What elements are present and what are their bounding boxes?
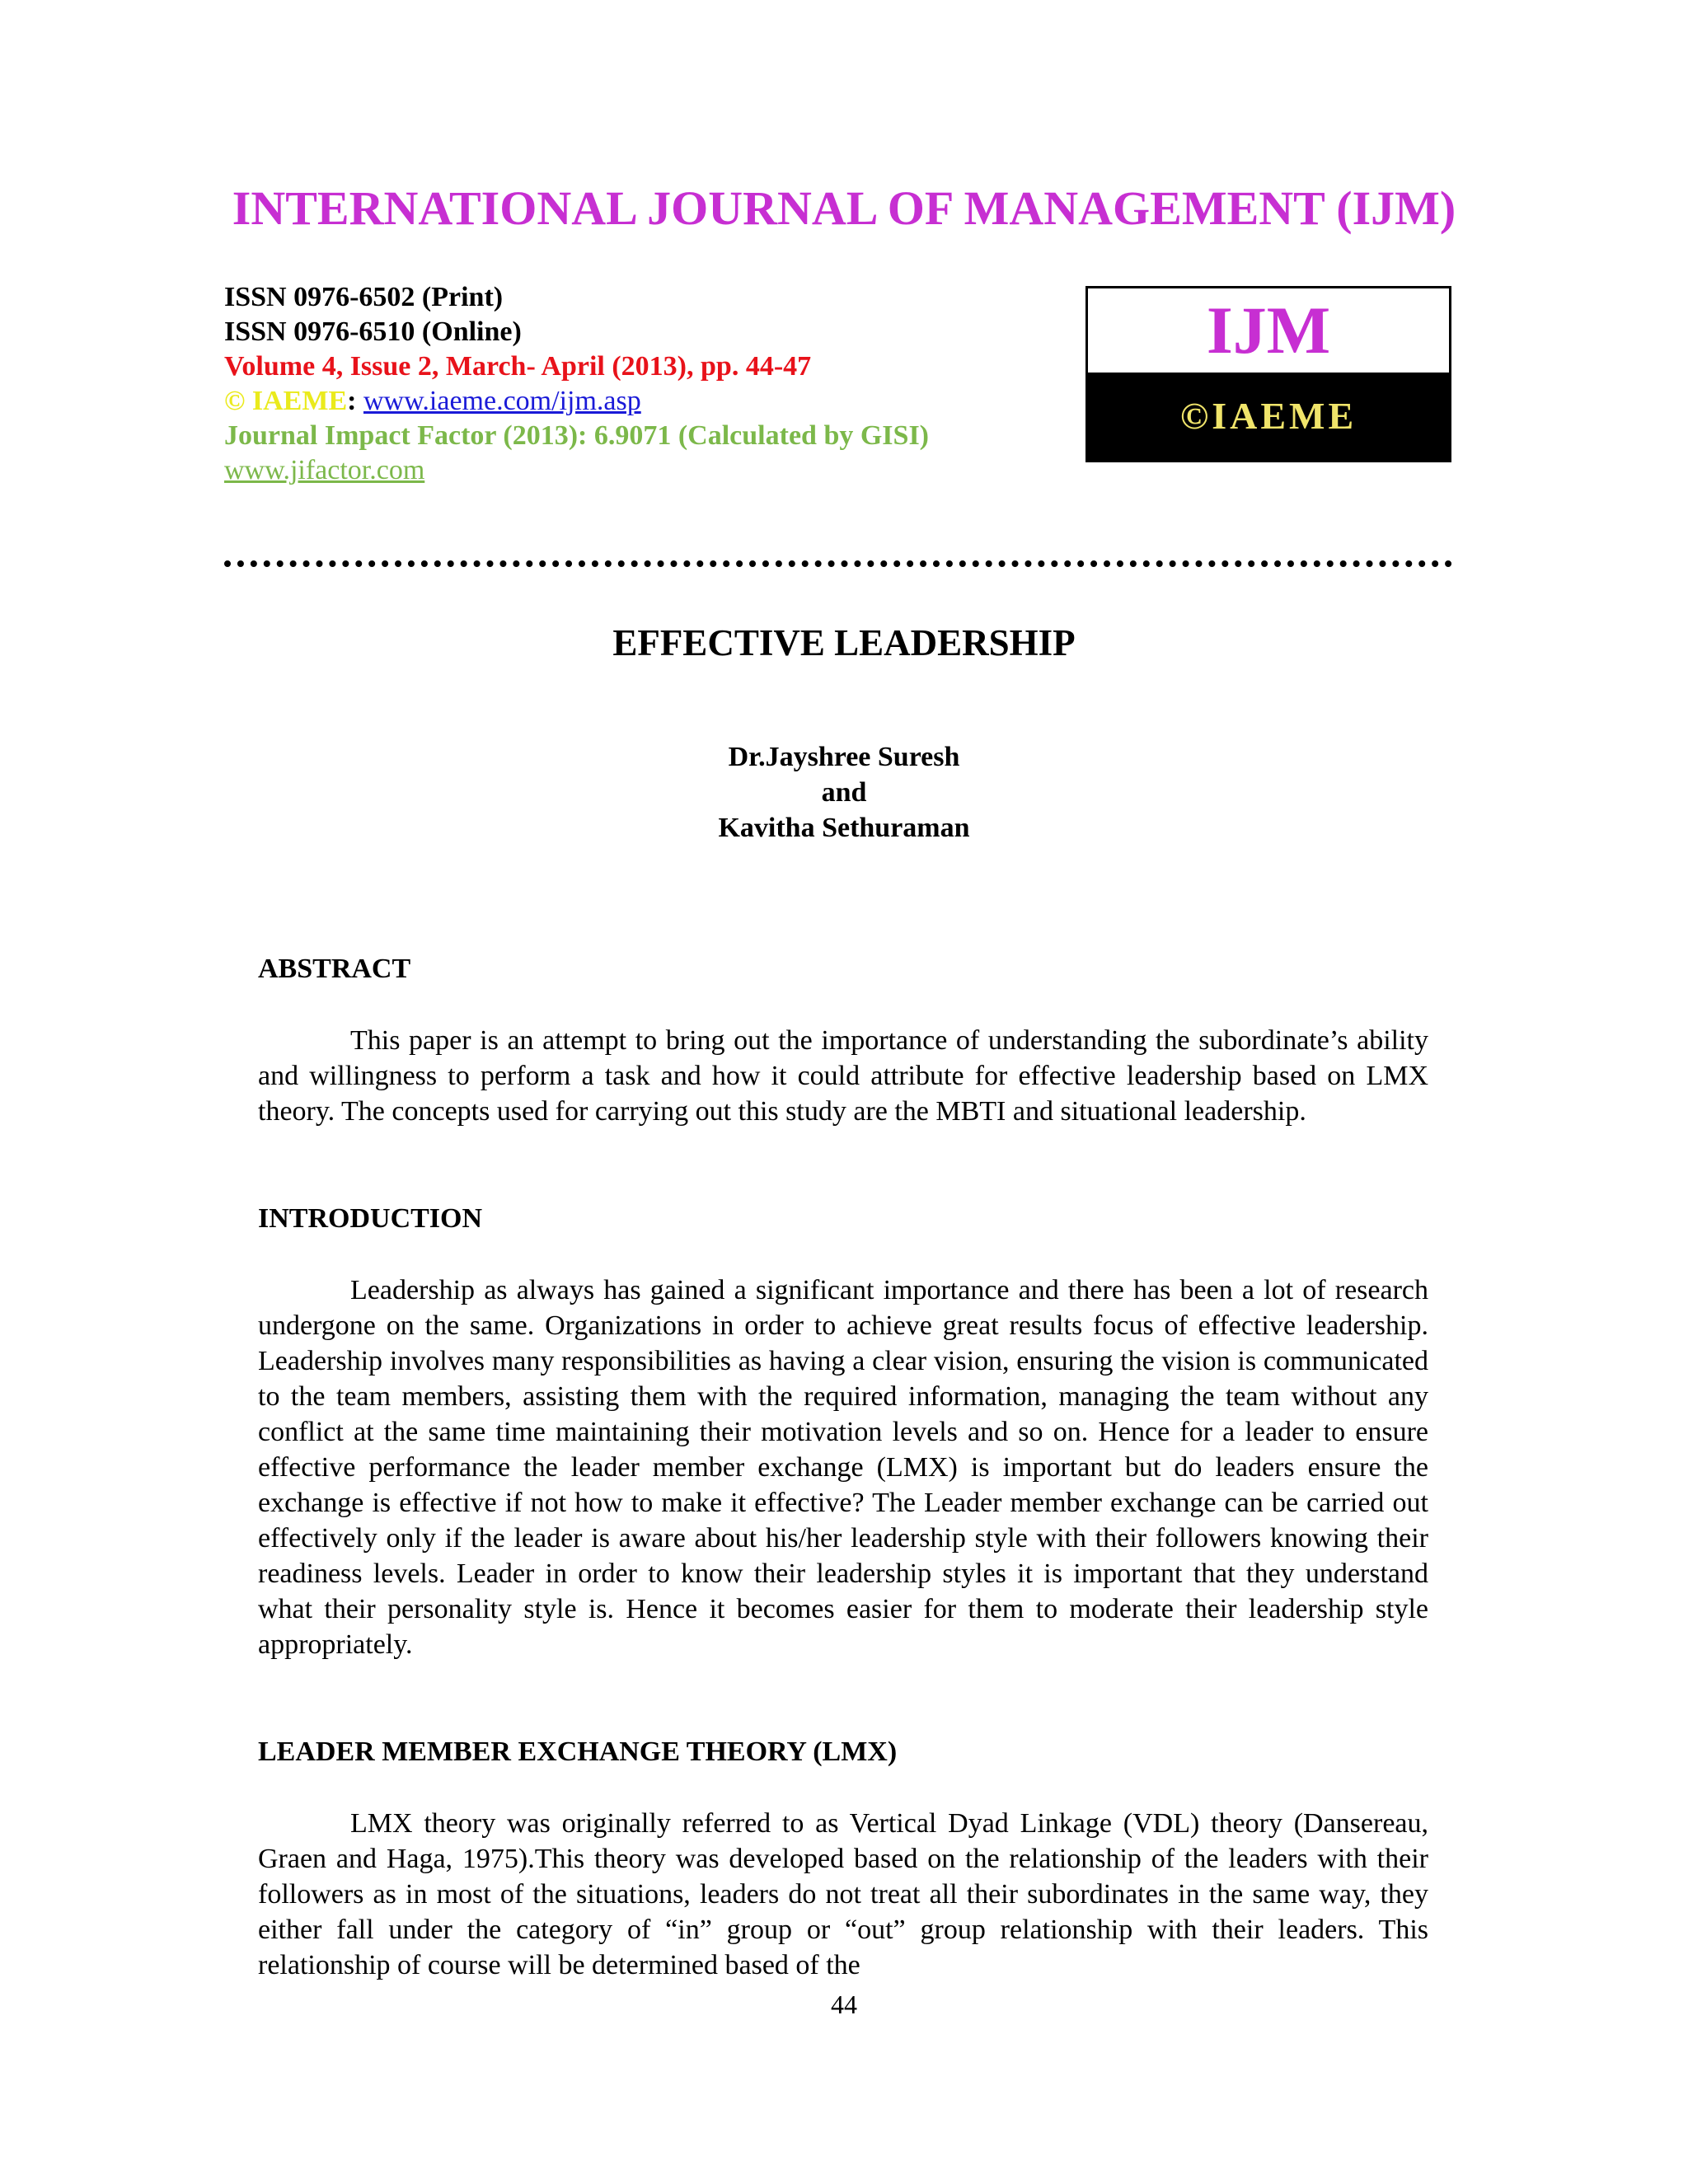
- logo-iaeme-text: ©IAEME: [1088, 373, 1449, 460]
- authors: [0, 739, 1688, 846]
- abstract-text: This paper is an attempt to bring out the importance of understanding the subordinate’s ability and willingness to perform a task and how it could attribute for effective leadership based on LMX theory. The concepts used for carrying out this study are the MBTI and situational leadership.: [258, 1025, 1428, 1127]
- journal-masthead: [224, 280, 1015, 488]
- copyright-line: [224, 384, 1015, 419]
- author-1: Dr.Jayshree Suresh: [728, 742, 960, 772]
- lmx-text: LMX theory was originally referred to as Vertical Dyad Linkage (VDL) theory (Dansereau, Graen and Haga, 1975).This theory was developed based on the relationship of the leaders with their followers as in most of the situations, leaders do not treat all their subordinates in the same way, they either fall under the category of “in” group or “out” group relationship with their leaders. This relationship of course will be determined based of the: [258, 1808, 1428, 1980]
- copyright-separator: :: [347, 386, 363, 416]
- logo-ijm-text: IJM: [1206, 293, 1331, 368]
- impact-factor: Journal Impact Factor (2013): 6.9071 (Calculated by GISI): [224, 420, 929, 451]
- iaeme-website-link[interactable]: www.iaeme.com/ijm.asp: [363, 386, 641, 416]
- introduction-heading: INTRODUCTION: [258, 1203, 483, 1234]
- issn-print: ISSN 0976-6502 (Print): [224, 282, 504, 312]
- issn-online: ISSN 0976-6510 (Online): [224, 316, 522, 347]
- journal-title: INTERNATIONAL JOURNAL OF MANAGEMENT (IJM): [232, 181, 1456, 235]
- introduction-text: Leadership as always has gained a significant importance and there has been a lot of research undergone on the same. Organizations in order to achieve great results focus of effective leadership. Leadership involves many responsibilities as having a clear vision, ensuring the vision is communicated to the team members, assisting them with the required information, managing the team without any conflict at the same time maintaining their motivation levels and so on. Hence for a leader to ensure effective performance the leader member exchange (LMX) is important but do leaders ensure the exchange is effective if not how to make it effective? The Leader member exchange can be carried out effectively only if the leader is aware about his/her leadership style with their followers knowing their readiness levels. Leader in order to know their leadership styles it is important that they understand what their personality style is. Hence it becomes easier for them to moderate their leadership style appropriately.: [258, 1275, 1428, 1660]
- page-number: 44: [831, 1990, 857, 2019]
- abstract-heading: ABSTRACT: [258, 954, 411, 984]
- jifactor-website-link[interactable]: www.jifactor.com: [224, 455, 425, 485]
- volume-issue: Volume 4, Issue 2, March- April (2013), pp. 44-47: [224, 351, 812, 382]
- lmx-heading: LEADER MEMBER EXCHANGE THEORY (LMX): [258, 1736, 898, 1767]
- ijm-logo: [1085, 286, 1451, 462]
- author-2: Kavitha Sethuraman: [718, 813, 970, 843]
- paper-title: EFFECTIVE LEADERSHIP: [612, 622, 1076, 663]
- copyright-iaeme: © IAEME: [224, 386, 348, 416]
- author-joiner: and: [821, 777, 867, 808]
- header-divider: [224, 560, 1452, 567]
